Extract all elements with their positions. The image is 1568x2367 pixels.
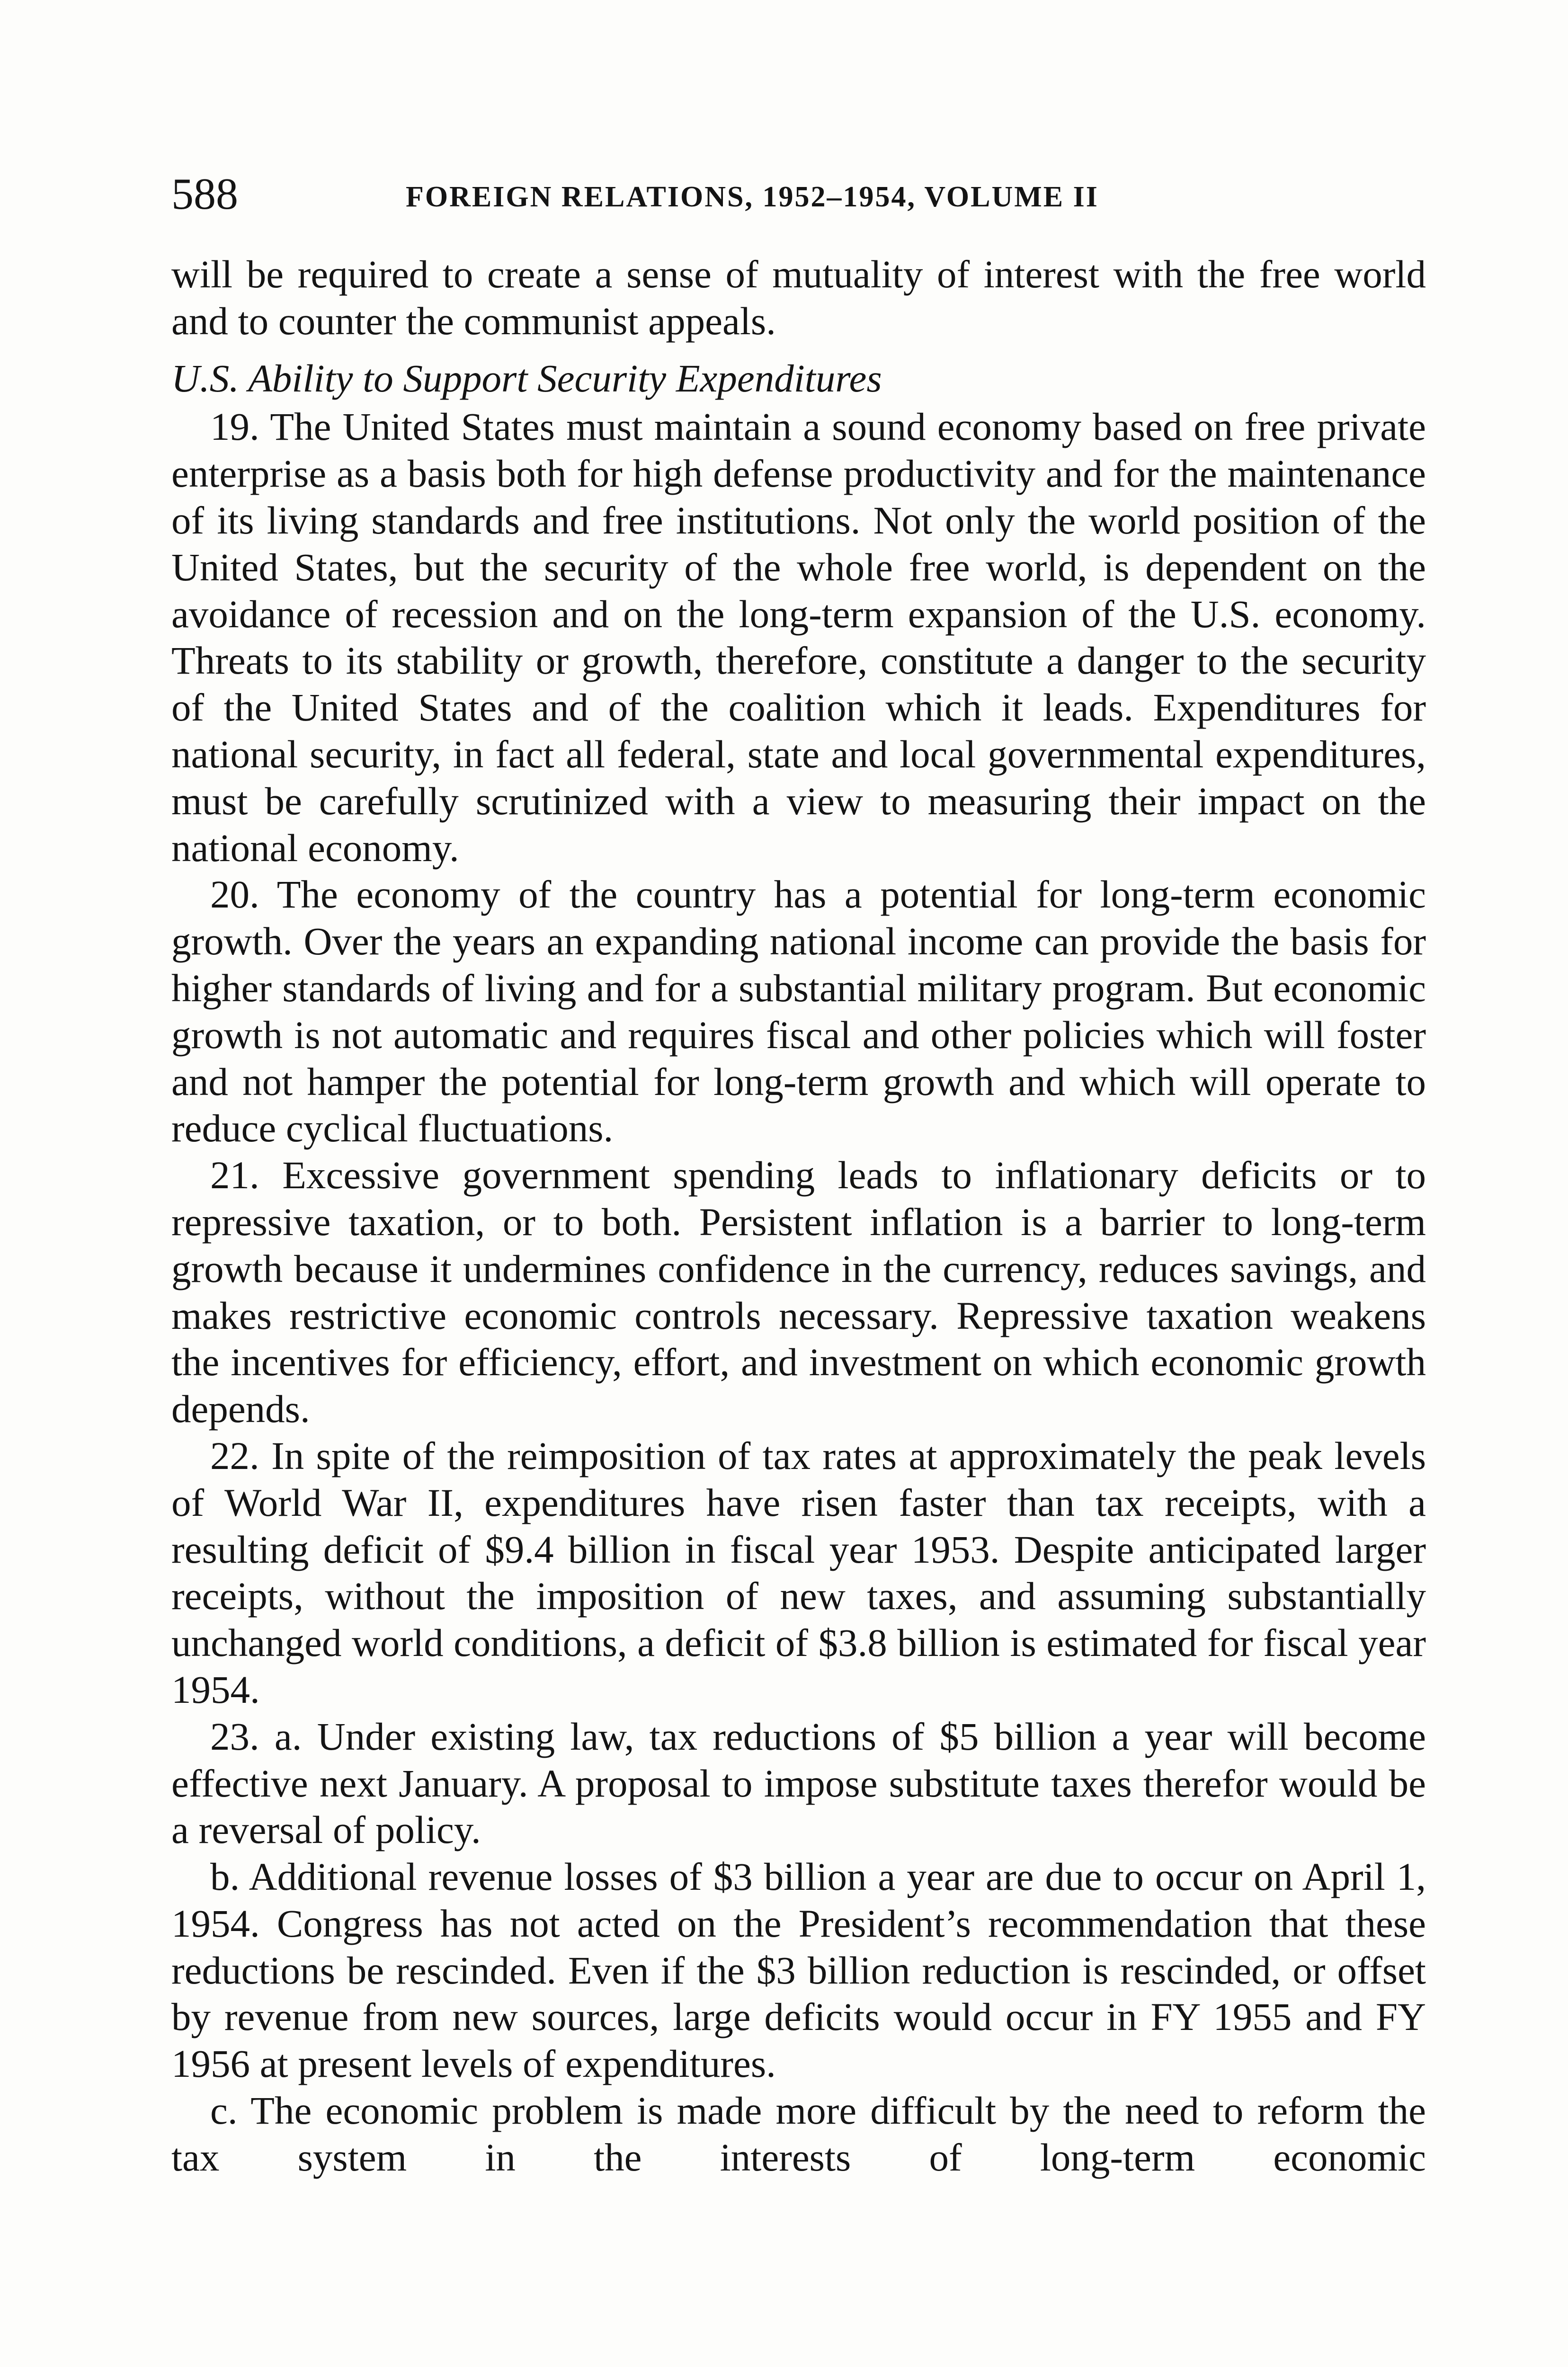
paragraph-20: 20. The economy of the country has a potential for long-term economic growth. Over the years an expanding national income can provide the basis for higher standards of living and for a substantial military program. But economic growth is not automatic and requires fiscal and other policies which will foster and not hamper the potential for long-term growth and which will operate to reduce cyclical fluctuations. <box>171 872 1426 1150</box>
body-text <box>171 251 1426 2181</box>
paragraph-23c: c. The economic problem is made more difficult by the need to reform the tax system in the interests of long-term economic <box>171 2089 1426 2179</box>
section-heading: U.S. Ability to Support Security Expenditures <box>171 356 882 400</box>
paragraph-23b: b. Additional revenue losses of $3 billion a year are due to occur on April 1, 1954. Congress has not acted on the President’s recommendation that these reductions be rescinded. Even if the $3 billion reduction is rescinded, or offset by revenue from new sources, large deficits would occur in FY 1955 and FY 1956 at present levels of expenditures. <box>171 1855 1426 2086</box>
running-head: FOREIGN RELATIONS, 1952–1954, VOLUME II <box>406 181 1099 213</box>
continuation-paragraph: will be required to create a sense of mutuality of interest with the free world and to counter the communist appeals. <box>171 252 1426 343</box>
page-number: 588 <box>171 169 238 219</box>
paragraph-23a: 23. a. Under existing law, tax reductions of $5 billion a year will become effective next January. A proposal to impose substitute taxes therefor would be a reversal of policy. <box>171 1714 1426 1852</box>
paragraph-21: 21. Excessive government spending leads to inflationary deficits or to repressive taxation, or to both. Persistent inflation is a barrier to long-term growth because it undermines confidence in the currency, reduces savings, and makes restrictive economic controls necessary. Repressive taxation weakens the incentives for efficiency, effort, and investment on which economic growth depends. <box>171 1153 1426 1431</box>
paragraph-22: 22. In spite of the reimposition of tax rates at approximately the peak levels of World War II, expenditures have risen faster than tax receipts, with a resulting deficit of $9.4 billion in fiscal year 1953. Despite anticipated larger receipts, without the imposition of new taxes, and assuming substantially unchanged world conditions, a deficit of $3.8 billion is estimated for fiscal year 1954. <box>171 1433 1426 1711</box>
paragraph-19: 19. The United States must maintain a sound economy based on free private enterprise as a basis both for high defense productivity and for the maintenance of its living standards and free institutions. Not only the world position of the United States, but the security of the whole free world, is dependent on the avoidance of recession and on the long-term expansion of the U.S. economy. Threats to its stability or growth, therefore, constitute a danger to the security of the United States and of the coalition which it leads. Expenditures for national security, in fact all federal, state and local governmental expenditures, must be carefully scrutinized with a view to measuring their impact on the national economy. <box>171 405 1426 870</box>
page-header <box>171 170 1421 227</box>
